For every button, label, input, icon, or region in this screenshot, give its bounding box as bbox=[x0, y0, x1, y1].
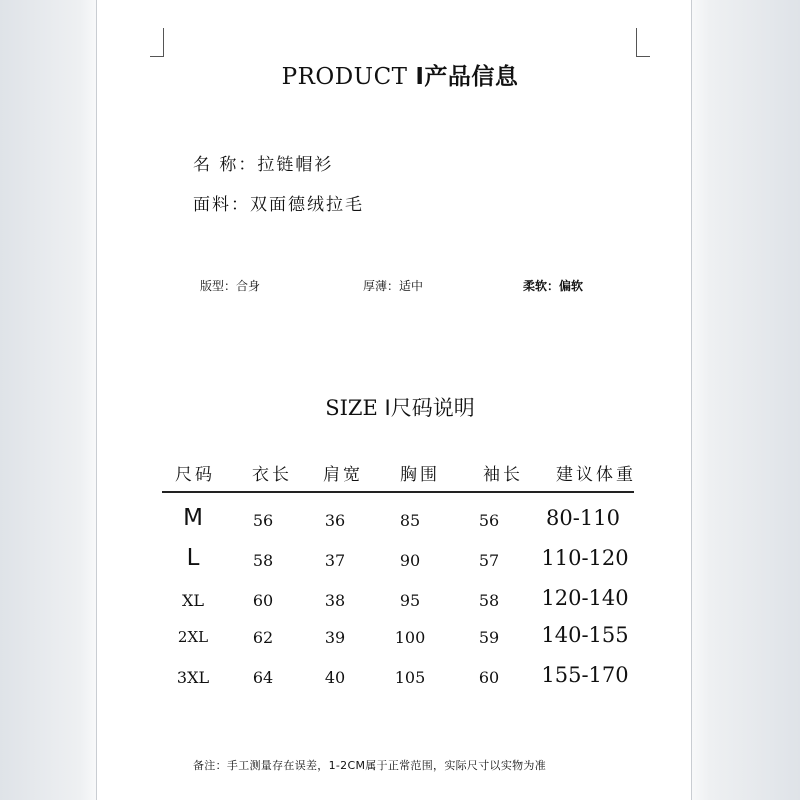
cell-weight: 155-170 bbox=[541, 663, 629, 687]
thickness-value: 适中 bbox=[399, 279, 424, 293]
size-title-en: SIZE bbox=[325, 396, 385, 420]
cell-chest: 90 bbox=[399, 551, 421, 570]
cell-weight: 140-155 bbox=[541, 623, 629, 647]
cell-sleeve: 56 bbox=[478, 511, 500, 530]
cell-size: M bbox=[183, 505, 203, 531]
cell-shoulder: 37 bbox=[324, 551, 346, 570]
cell-size: 2XL bbox=[177, 628, 209, 646]
cell-chest: 105 bbox=[394, 668, 426, 687]
softness-label: 柔软： bbox=[523, 279, 560, 293]
cell-length: 62 bbox=[252, 628, 274, 647]
header-length: 衣长 bbox=[252, 465, 292, 485]
crop-mark-top-right bbox=[636, 28, 650, 57]
fit-label: 版型： bbox=[200, 279, 237, 293]
fabric-row bbox=[193, 190, 364, 215]
page-title-en: PRODUCT bbox=[281, 64, 416, 90]
page-title-zh: I产品信息 bbox=[415, 64, 519, 90]
cell-sleeve: 59 bbox=[478, 628, 500, 647]
cell-weight: 110-120 bbox=[541, 546, 629, 570]
cell-sleeve: 57 bbox=[478, 551, 500, 570]
cell-length: 56 bbox=[252, 511, 274, 530]
cell-size: L bbox=[186, 545, 200, 571]
size-title-zh: I尺码说明 bbox=[384, 396, 475, 420]
product-name-row bbox=[193, 150, 333, 175]
cell-size: XL bbox=[181, 591, 205, 610]
header-weight: 建议体重 bbox=[556, 465, 636, 485]
cell-sleeve: 58 bbox=[478, 591, 500, 610]
footnote: 备注：手工测量存在误差，1-2CM属于正常范围，实际尺寸以实物为准 bbox=[193, 759, 547, 772]
cell-shoulder: 38 bbox=[324, 591, 346, 610]
crop-mark-top-left bbox=[150, 28, 164, 57]
cell-sleeve: 60 bbox=[478, 668, 500, 687]
cell-chest: 95 bbox=[399, 591, 421, 610]
cell-weight: 80-110 bbox=[546, 506, 620, 530]
fit-value: 合身 bbox=[236, 279, 261, 293]
cell-length: 58 bbox=[252, 551, 274, 570]
fabric-label: 面料： bbox=[193, 195, 250, 215]
cell-length: 64 bbox=[252, 668, 274, 687]
header-divider bbox=[162, 491, 634, 493]
product-name-value: 拉链帽衫 bbox=[257, 155, 334, 175]
cell-size: 3XL bbox=[176, 668, 210, 687]
thickness-property bbox=[363, 277, 423, 294]
cell-shoulder: 36 bbox=[324, 511, 346, 530]
header-shoulder: 肩宽 bbox=[323, 465, 363, 485]
cell-chest: 100 bbox=[394, 628, 426, 647]
header-sleeve: 袖长 bbox=[483, 465, 523, 485]
header-chest: 胸围 bbox=[400, 465, 440, 485]
cell-weight: 120-140 bbox=[541, 586, 629, 610]
header-size: 尺码 bbox=[175, 465, 215, 485]
cell-chest: 85 bbox=[399, 511, 421, 530]
softness-property bbox=[523, 277, 583, 294]
fit-property bbox=[200, 277, 260, 294]
size-section-title bbox=[0, 392, 800, 422]
cell-shoulder: 40 bbox=[324, 668, 346, 687]
softness-value: 偏软 bbox=[559, 279, 584, 293]
fabric-value: 双面德绒拉毛 bbox=[250, 195, 364, 215]
thickness-label: 厚薄： bbox=[363, 279, 400, 293]
cell-shoulder: 39 bbox=[324, 628, 346, 647]
cell-length: 60 bbox=[252, 591, 274, 610]
product-name-label: 名 称： bbox=[193, 155, 258, 175]
page-title bbox=[0, 58, 800, 91]
